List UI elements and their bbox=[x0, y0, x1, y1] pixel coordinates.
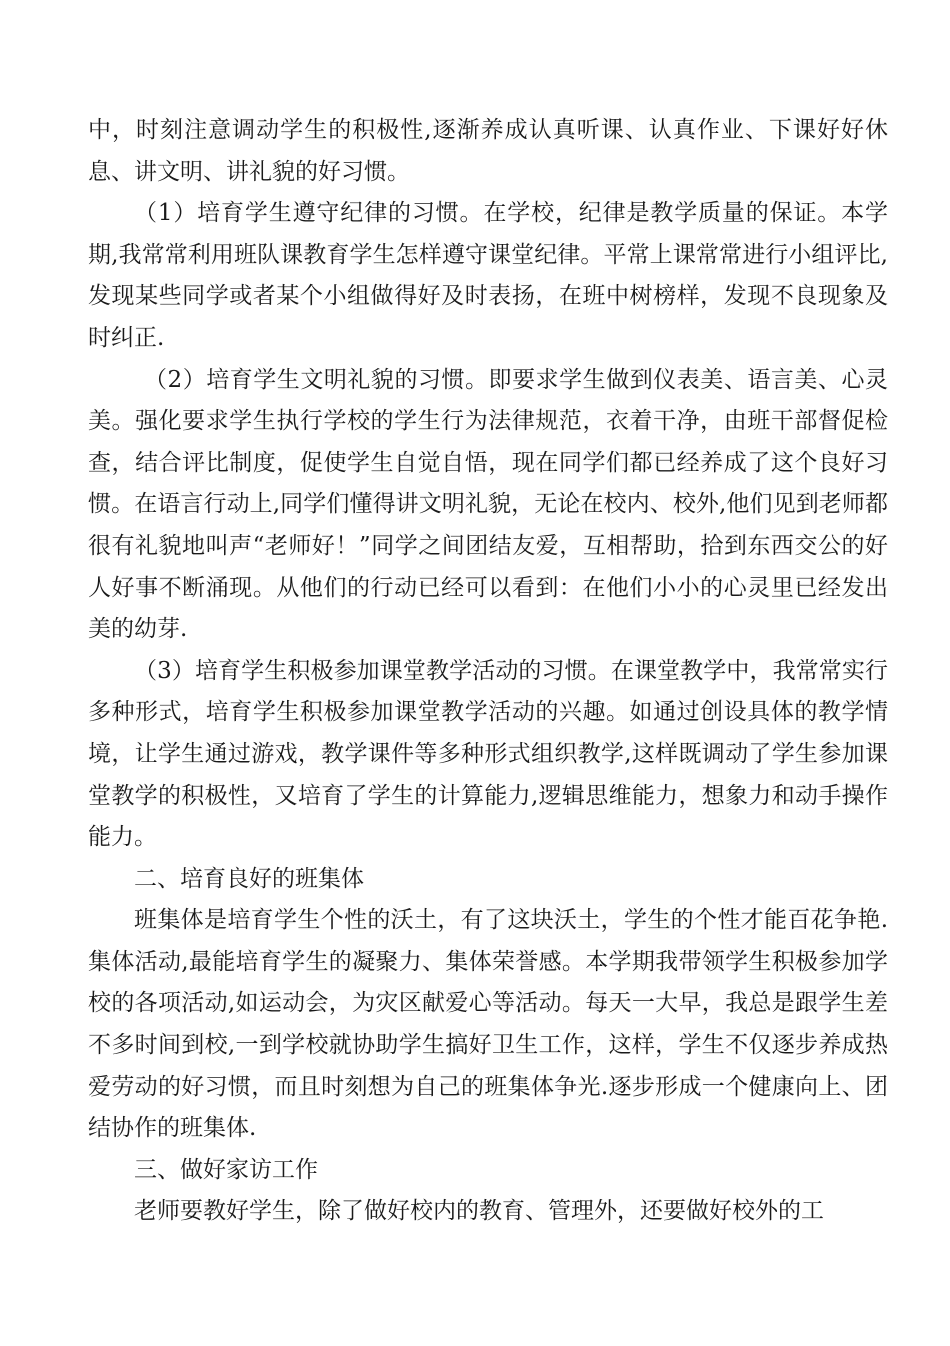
paragraph-home-visits: 老师要教好学生，除了做好校内的教育、管理外，还要做好校外的工 bbox=[134, 1198, 824, 1225]
paragraph-continuation: 中，时刻注意调动学生的积极性,逐渐养成认真听课、认真作业、下课好好休息、讲文明、讲礼貌的好习惯。 bbox=[88, 117, 888, 185]
section-heading-class-collective: 二、培育良好的班集体 bbox=[134, 865, 364, 892]
paragraph-class-collective: 班集体是培育学生个性的沃土，有了这块沃土，学生的个性才能百花争艳.集体活动,最能培育学生的凝聚力、集体荣誉感。本学期我带领学生积极参加学校的各项活动,如运动会，为灾区献爱心等活动。每天一大早，我总是跟学生差不多时间到校,一到学校就协助学生搞好卫生工作，这样，学生不仅逐步养成热爱劳动的好习惯，而且时刻想为自己的班集体争光.逐步形成一个健康向上、团结协作的班集体. bbox=[88, 907, 888, 1142]
document-body bbox=[88, 110, 888, 1233]
paragraph-discipline-habit: （1）培育学生遵守纪律的习惯。在学校，纪律是教学质量的保证。本学期,我常常利用班队课教育学生怎样遵守课堂纪律。平常上课常常进行小组评比,发现某些同学或者某个小组做得好及时表扬，在班中树榜样，发现不良现象及时纠正. bbox=[88, 200, 888, 351]
paragraph-courtesy-habit: （2）培育学生文明礼貌的习惯。即要求学生做到仪表美、语言美、心灵美。强化要求学生执行学校的学生行为法律规范，衣着干净，由班干部督促检查，结合评比制度，促使学生自觉自悟，现在同学们都已经养成了这个良好习惯。在语言行动上,同学们懂得讲文明礼貌，无论在校内、校外,他们见到老师都很有礼貌地叫声“老师好！”同学之间团结友爱，互相帮助，拾到东西交公的好人好事不断涌现。从他们的行动已经可以看到：在他们小小的心灵里已经发出美的幼芽. bbox=[88, 366, 888, 643]
paragraph-classroom-participation: （3）培育学生积极参加课堂教学活动的习惯。在课堂教学中，我常常实行多种形式，培育学生积极参加课堂教学活动的兴趣。如通过创设具体的教学情境，让学生通过游戏，教学课件等多种形式组织教学,这样既调动了学生参加课堂教学的积极性，又培育了学生的计算能力,逻辑思维能力，想象力和动手操作能力。 bbox=[88, 657, 888, 851]
section-heading-home-visits: 三、做好家访工作 bbox=[134, 1156, 318, 1183]
